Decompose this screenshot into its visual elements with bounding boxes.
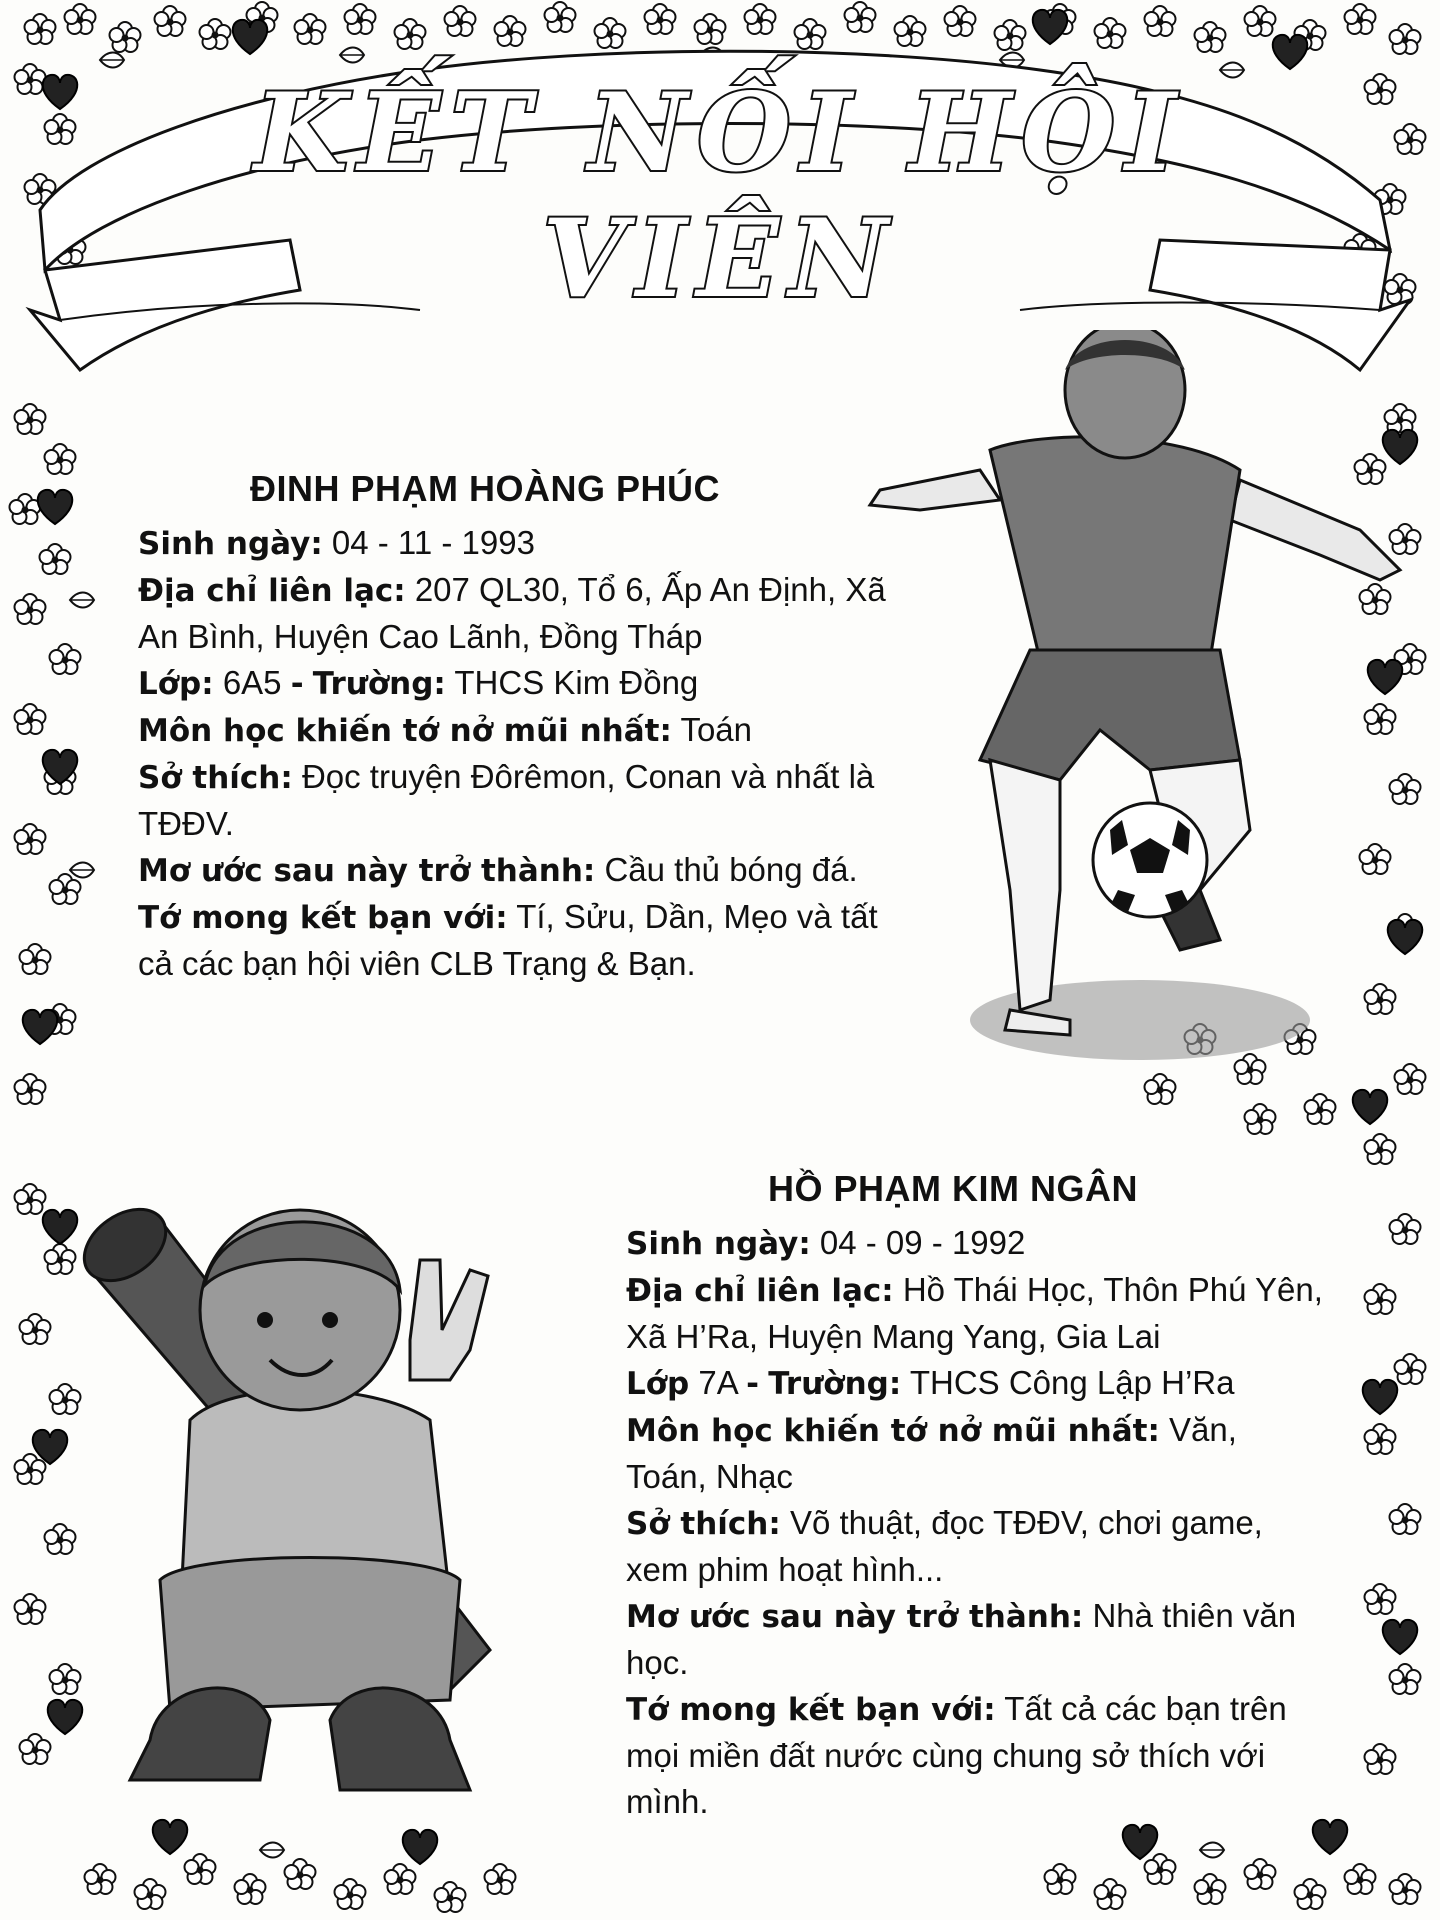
hobby-value: Đọc truyện Đôrêmon, Conan và nhất là TĐĐV.: [138, 758, 875, 842]
friends-label: Tớ mong kết bạn với:: [138, 900, 508, 936]
hobby-value: Võ thuật, đọc TĐĐV, chơi game, xem phim hoạt hình...: [626, 1504, 1263, 1588]
address-label: Địa chỉ liên lạc:: [626, 1273, 894, 1309]
dream-line: [626, 1593, 1326, 1686]
school-label: Trường:: [768, 1366, 902, 1402]
address-line: [138, 567, 898, 660]
friends-line: [626, 1686, 1326, 1825]
address-label: Địa chỉ liên lạc:: [138, 573, 406, 609]
subject-line: [138, 707, 898, 754]
dream-label: Mơ ước sau này trở thành:: [626, 1599, 1084, 1635]
bottom-flower-band: [85, 1820, 1421, 1912]
birth-line: [626, 1220, 1326, 1267]
class-label: Lớp:: [138, 666, 214, 702]
school-value: THCS Kim Đồng: [454, 664, 699, 701]
friends-line: [138, 894, 898, 987]
address-line: [626, 1267, 1326, 1360]
subject-line: [626, 1407, 1326, 1500]
address-value: 207 QL30, Tổ 6, Ấp An Định, Xã An Bình, Huyện Cao Lãnh, Đồng Tháp: [138, 571, 886, 655]
friends-label: Tớ mong kết bạn với:: [626, 1692, 996, 1728]
dream-line: [138, 847, 898, 894]
class-label: Lớp: [626, 1366, 690, 1402]
birth-label: Sinh ngày:: [626, 1226, 811, 1262]
birth-value: 04 - 11 - 1993: [331, 524, 535, 561]
class-value: 6A5: [222, 664, 282, 701]
hobby-line: [138, 754, 898, 847]
banner-title: KẾT NỐI HỘI VIÊN: [254, 70, 1186, 322]
profile-card-1: [138, 468, 898, 987]
subject-value: Toán: [680, 711, 753, 748]
footballer-photo: [860, 330, 1420, 1110]
dream-value: Nhà thiên văn học.: [626, 1597, 1297, 1681]
subject-label: Môn học khiến tớ nở mũi nhất:: [138, 713, 672, 749]
kid-photo: [70, 1180, 590, 1820]
dash-separator: -: [746, 1366, 760, 1402]
school-label: Trường:: [312, 666, 446, 702]
friends-value: Tí, Sửu, Dần, Mẹo và tất cả các bạn hội viên CLB Trạng & Bạn.: [138, 898, 878, 982]
dream-label: Mơ ước sau này trở thành:: [138, 853, 596, 889]
friends-value: Tất cả các bạn trên mọi miền đất nước cùng chung sở thích với mình.: [626, 1690, 1287, 1820]
dream-value: Cầu thủ bóng đá.: [604, 851, 858, 888]
hobby-label: Sở thích:: [626, 1506, 781, 1542]
hobby-label: Sở thích:: [138, 760, 293, 796]
profile-name: ĐINH PHẠM HOÀNG PHÚC: [250, 468, 721, 509]
profile-name: HỒ PHẠM KIM NGÂN: [768, 1168, 1138, 1209]
dash-separator: -: [290, 666, 304, 702]
subject-value: Văn, Toán, Nhạc: [626, 1411, 1237, 1495]
profile-card-2: [626, 1168, 1326, 1825]
birth-line: [138, 520, 898, 567]
address-value: Hồ Thái Học, Thôn Phú Yên, Xã H’Ra, Huyện Mang Yang, Gia Lai: [626, 1271, 1323, 1355]
birth-label: Sinh ngày:: [138, 526, 323, 562]
birth-value: 04 - 09 - 1992: [819, 1224, 1026, 1261]
class-school-line: [626, 1360, 1326, 1407]
class-school-line: [138, 660, 898, 707]
soccer-ball-icon: [1093, 803, 1207, 917]
hobby-line: [626, 1500, 1326, 1593]
class-value: 7A: [698, 1364, 737, 1401]
subject-label: Môn học khiến tớ nở mũi nhất:: [626, 1413, 1160, 1449]
school-value: THCS Công Lập H’Ra: [909, 1364, 1235, 1401]
